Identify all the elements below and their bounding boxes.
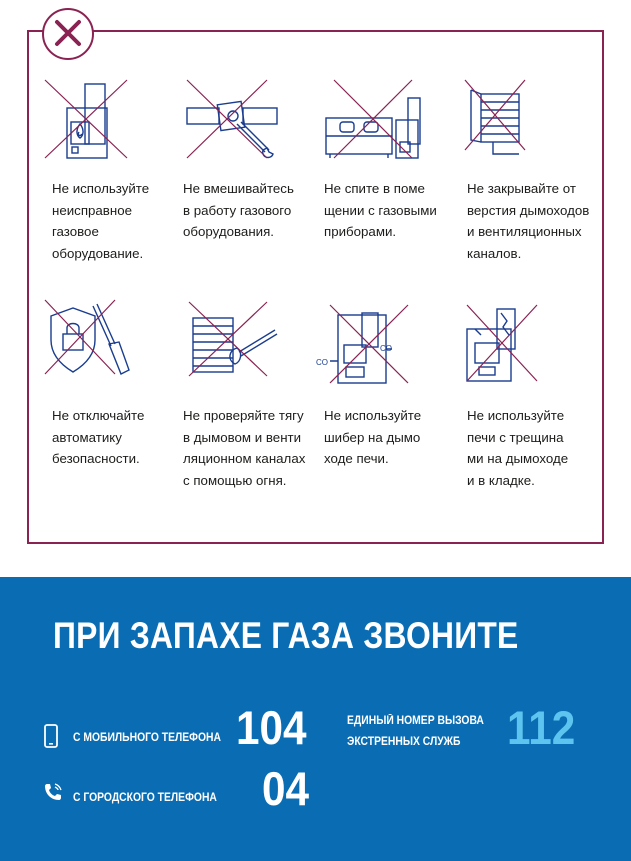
mobile-phone-icon: [44, 724, 58, 748]
prohibited-icon: [42, 8, 94, 60]
rule-text: Не используйте шибер на дымо ходе печи.: [324, 408, 422, 466]
rule-text: Не вмешивайтесь в работу газового оборудования.: [183, 181, 294, 239]
landline-number[interactable]: 04: [262, 762, 310, 815]
emergency-title: ПРИ ЗАПАХЕ ГАЗА ЗВОНИТЕ: [53, 615, 519, 656]
landline-label: С ГОРОДСКОГО ТЕЛЕФОНА: [73, 792, 217, 804]
shield-lock-screwdriver-icon: [45, 300, 135, 380]
unified-number[interactable]: 112: [507, 701, 576, 754]
grille-match-flame-icon: [187, 300, 277, 380]
svg-text:CO: CO: [316, 358, 328, 367]
unified-label: ЕДИНЫЙ НОМЕР ВЫЗОВА ЭКСТРЕННЫХ СЛУЖБ: [347, 715, 484, 748]
svg-text:CO: CO: [380, 344, 392, 353]
rule-text: Не проверяйте тягу в дымовом и венти ляционном каналах с помощью огня.: [183, 408, 306, 488]
rule-text: Не закрывайте от верстия дымоходов и вентиляционных каналов.: [467, 181, 590, 261]
pipe-wrench-icon: [187, 80, 277, 160]
gas-boiler-icon: [45, 80, 135, 160]
rule-text: Не отключайте автоматику безопасности.: [52, 408, 145, 466]
mobile-number[interactable]: 104: [236, 701, 307, 754]
handset-icon: [43, 782, 63, 802]
stove-damper-co-icon: [316, 305, 406, 385]
rule-text: Не спите в поме щении с газовыми приборами.: [324, 181, 437, 239]
mobile-label: С МОБИЛЬНОГО ТЕЛЕФОНА: [73, 732, 222, 744]
cracked-stove-icon: [465, 305, 555, 385]
bed-and-boiler-icon: [326, 80, 416, 160]
rule-text: Не используйте неисправное газовое оборудование.: [52, 181, 150, 261]
rule-text: Не используйте печи с трещина ми на дымоходе и в кладке.: [467, 408, 569, 488]
ventilation-grille-icon: [465, 80, 555, 160]
